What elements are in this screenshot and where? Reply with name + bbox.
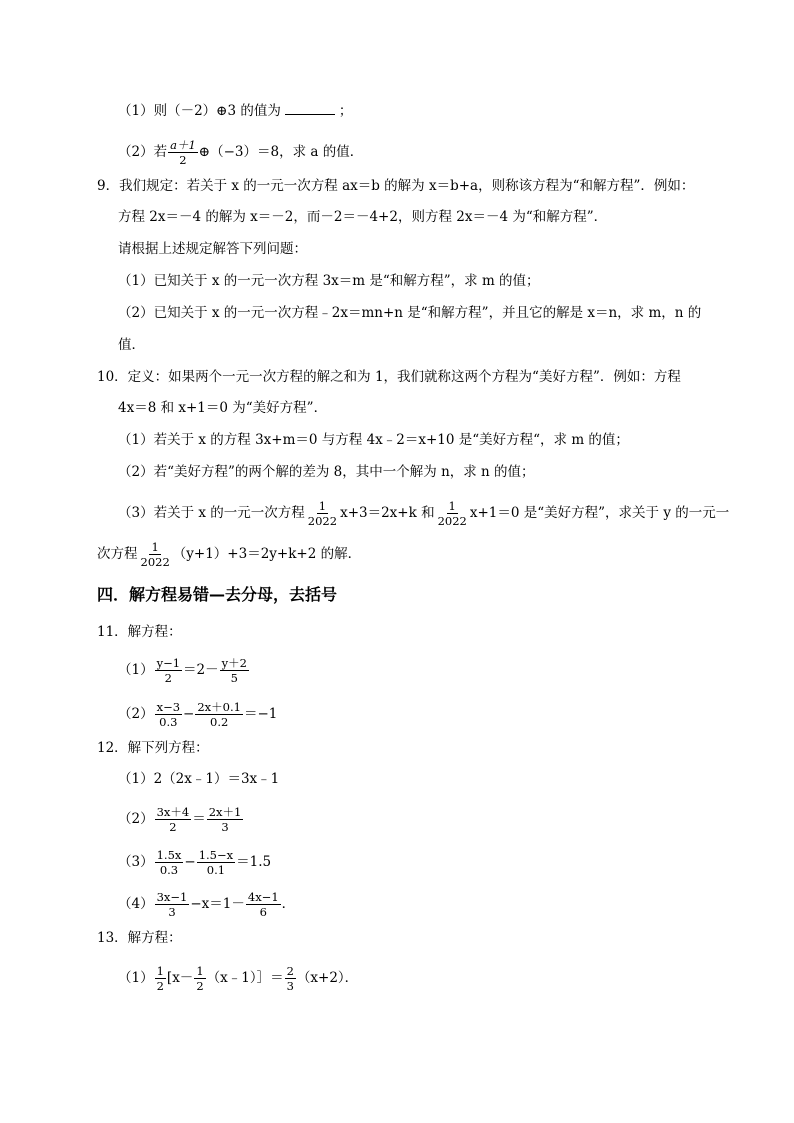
problem-13-heading: 13．解方程： <box>97 930 182 946</box>
problem-13-part-1: （1） $\frac{1}{2}$ [x－ $\frac{1}{2}$ （x﹣1）］＝ $\frac{2}{3}$ （x+2）． <box>118 964 359 993</box>
fraction: $\frac{3x+4}{2}$ <box>156 805 190 834</box>
problem-10-part-3: （3）若关于 x 的一元一次方程 $\frac{1}{2022}$ x+3＝2x+k 和 $\frac{1}{2022}$ x+1＝0 是“美好方程”，求关于 y 的一元一 <box>118 499 730 528</box>
answer-blank[interactable] <box>285 102 335 115</box>
problem-12-part-3: （3） $\frac{1.5x}{0.3}$ − $\frac{1.5-x}{0.1}$ ＝1.5 <box>118 848 272 877</box>
problem-12-heading: 12．解下列方程： <box>97 740 209 756</box>
section-heading: 四．解方程易错—去分母，去括号 <box>97 585 338 604</box>
problem-9-line-1: 9．我们规定：若关于 x 的一元一次方程 ax＝b 的解为 x＝b+a，则称该方程为“和解方程”．例如： <box>97 178 695 194</box>
fraction: $\frac{2}{3}$ <box>286 964 294 993</box>
fraction: $\frac{1.5-x}{0.1}$ <box>198 848 234 877</box>
fraction: $\frac{1}{2022}$ <box>307 499 338 528</box>
problem-8-part-1: （1）则（－2）⊕3 的值为 ； <box>118 103 353 119</box>
problem-11-part-2: （2） $\frac{x-3}{0.3}$ − $\frac{2x+0.1}{0.2}$ ＝−1 <box>118 700 278 729</box>
problem-11-part-1: （1） $\frac{y-1}{2}$ ＝2－ $\frac{y+2}{5}$ <box>118 656 247 685</box>
fraction: $\frac{1}{2022}$ <box>140 540 170 569</box>
problem-9-part-1: （1）已知关于 x 的一元一次方程 3x＝m 是“和解方程”，求 m 的值； <box>118 273 540 289</box>
problem-9-line-6: 值． <box>118 337 145 353</box>
problem-9-line-2: 方程 2x＝－4 的解为 x＝－2，而－2＝－4+2，则方程 2x＝－4 为“和解方程”． <box>118 209 608 225</box>
fraction: $\frac{1}{2}$ <box>196 964 204 993</box>
fraction: $\frac{a+1}{2}$ <box>170 138 196 167</box>
problem-12-part-4: （4） $\frac{3x-1}{3}$ −x＝1－ $\frac{4x-1}{6}$ ． <box>118 890 296 919</box>
fraction: $\frac{y+2}{5}$ <box>221 656 247 685</box>
fraction: $\frac{2x+1}{3}$ <box>208 805 242 834</box>
problem-10-line-1: 10．定义：如果两个一元一次方程的解之和为 1，我们就称这两个方程为“美好方程”．例如：方程 <box>97 369 681 385</box>
problem-9-line-3: 请根据上述规定解答下列问题： <box>118 241 307 257</box>
fraction: $\frac{3x-1}{3}$ <box>156 890 188 919</box>
problem-11-heading: 11．解方程： <box>97 624 182 640</box>
problem-10-line-6: 次方程 $\frac{1}{2022}$ （y+1）+3＝2y+k+2 的解． <box>97 540 362 569</box>
fraction: $\frac{2x+0.1}{0.2}$ <box>197 700 241 729</box>
fraction: $\frac{y-1}{2}$ <box>156 656 181 685</box>
problem-10-line-2: 4x＝8 和 x+1＝0 为“美好方程”． <box>118 400 328 416</box>
problem-10-part-1: （1）若关于 x 的方程 3x+m＝0 与方程 4x﹣2＝x+10 是“美好方程“，求 m 的值； <box>118 432 629 448</box>
problem-8-part-2: （2）若 $\frac{a+1}{2}$ ⊕（−3）＝8，求 a 的值． <box>118 138 364 167</box>
problem-12-part-1: （1）2（2x﹣1）＝3x﹣1 <box>118 771 280 787</box>
fraction: $\frac{4x-1}{6}$ <box>247 890 279 919</box>
problem-9-part-2: （2）已知关于 x 的一元一次方程﹣2x＝mn+n 是“和解方程”，并且它的解是 x＝n，求 m，n 的 <box>118 305 702 321</box>
fraction: $\frac{x-3}{0.3}$ <box>156 700 181 729</box>
problem-10-part-2: （2）若“美好方程”的两个解的差为 8，其中一个解为 n，求 n 的值； <box>118 464 535 480</box>
fraction: $\frac{1}{2022}$ <box>437 499 467 528</box>
fraction: $\frac{1.5x}{0.3}$ <box>156 848 182 877</box>
problem-12-part-2: （2） $\frac{3x+4}{2}$ ＝ $\frac{2x+1}{3}$ <box>118 805 242 834</box>
fraction: $\frac{1}{2}$ <box>156 964 164 993</box>
